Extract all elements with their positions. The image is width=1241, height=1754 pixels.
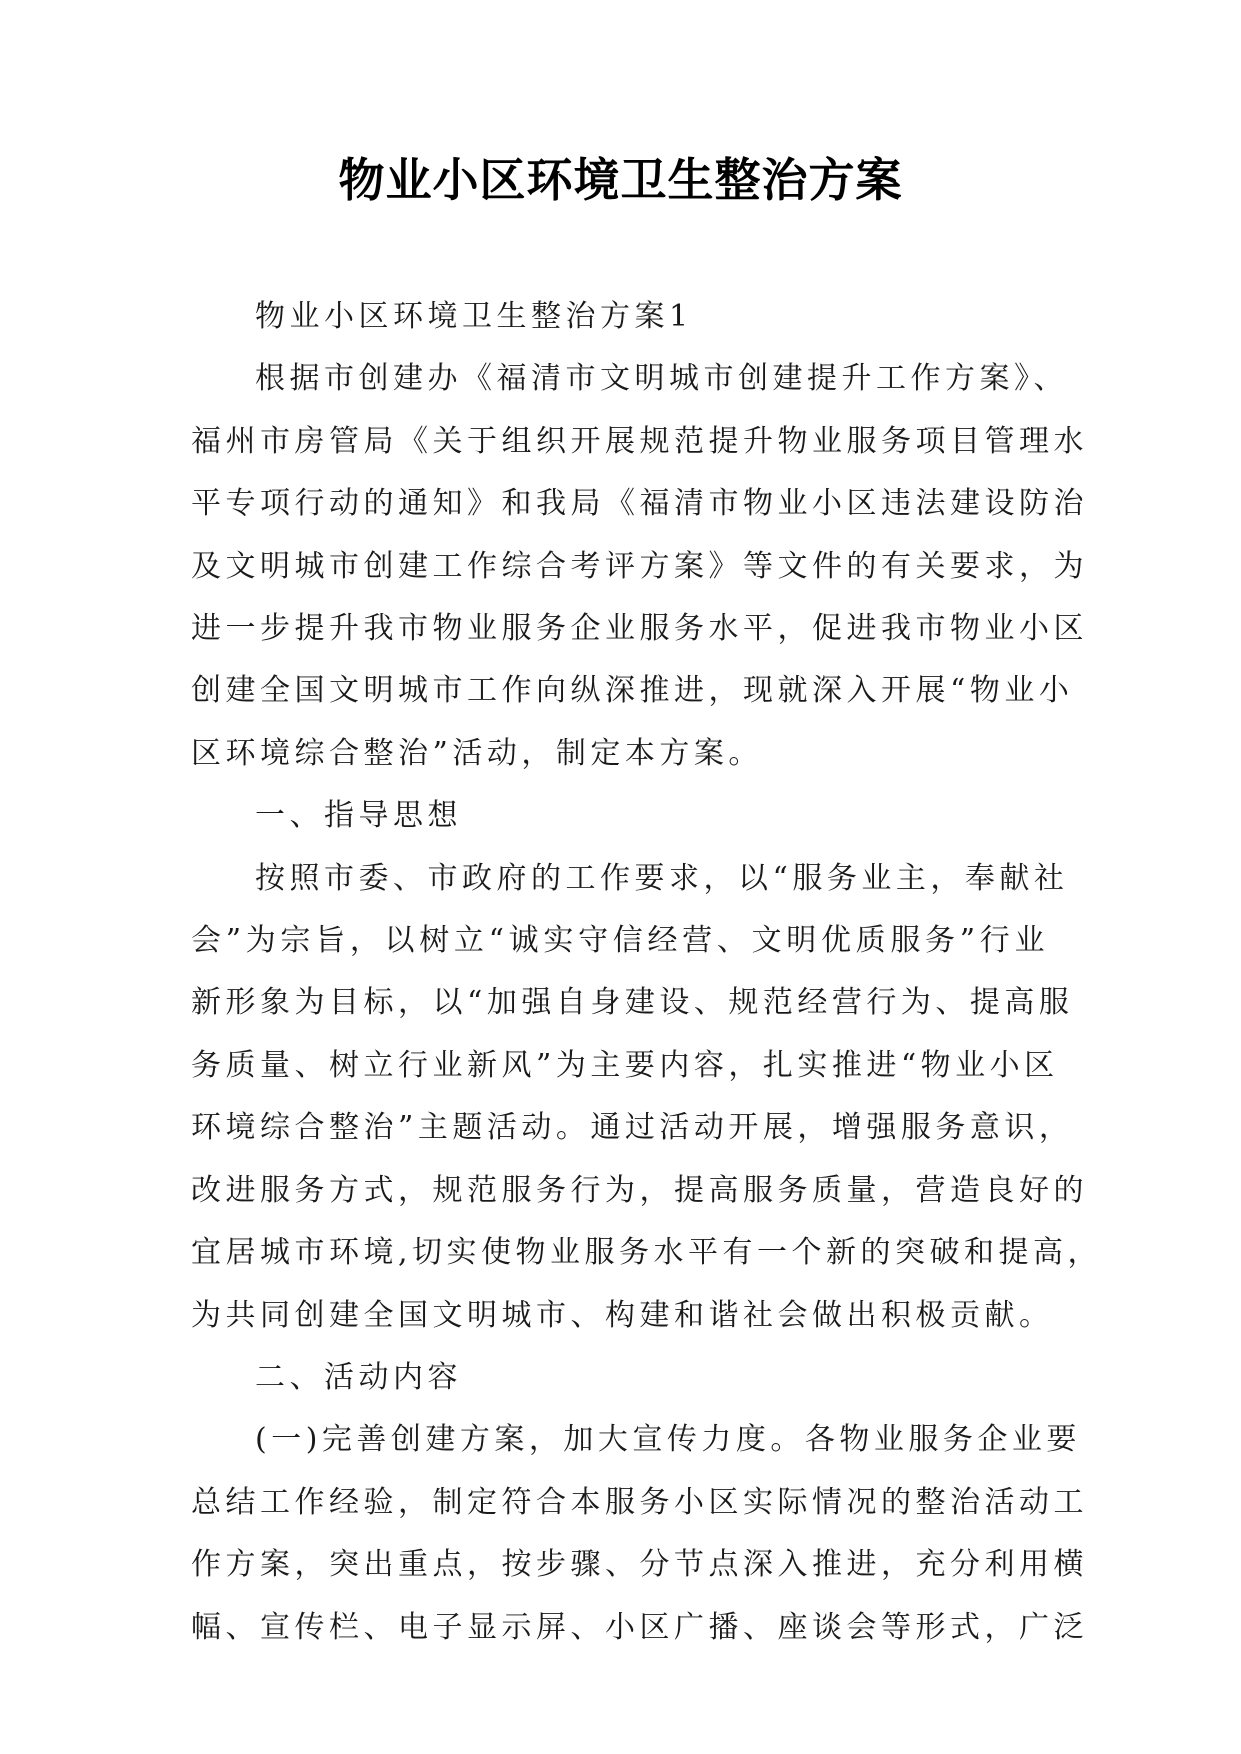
text-line: 环境综合整治”主题活动。通过活动开展，增强服务意识， [191, 1110, 1074, 1146]
paragraph-intro [191, 348, 1088, 785]
section-heading: 一、指导思想 [255, 798, 462, 834]
section-heading: 二、活动内容 [255, 1359, 462, 1395]
text-line: 物业小区环境卫生整治方案1 [255, 299, 693, 334]
paragraph-subtitle [191, 286, 1049, 348]
text-line: 总结工作经验，制定符合本服务小区实际情况的整治活动工 [191, 1484, 1088, 1520]
text-line: 新形象为目标，以“加强自身建设、规范经营行为、提高服 [191, 985, 1074, 1021]
text-line: 会”为宗旨，以树立“诚实守信经营、文明优质服务”行业 [191, 923, 1049, 959]
section-heading-guiding-ideology [191, 785, 1049, 847]
text-line: 宜居城市环境,切实使物业服务水平有一个新的突破和提高， [191, 1235, 1103, 1271]
document-title: 物业小区环境卫生整治方案 [338, 153, 903, 207]
paragraph-guiding-ideology [191, 848, 1103, 1347]
text-line: 根据市创建办《福清市文明城市创建提升工作方案》、 [255, 361, 1068, 397]
text-line: 按照市委、市政府的工作要求，以“服务业主，奉献社 [255, 860, 1069, 896]
text-line: 务质量、树立行业新风”为主要内容，扎实推进“物业小区 [191, 1047, 1059, 1083]
text-line: 及文明城市创建工作综合考评方案》等文件的有关要求，为 [191, 548, 1088, 584]
text-line: 改进服务方式，规范服务行为，提高服务质量，营造良好的 [191, 1172, 1088, 1208]
text-line: (一)完善创建方案，加大宣传力度。各物业服务企业要 [255, 1422, 1081, 1458]
text-line: 幅、宣传栏、电子显示屏、小区广播、座谈会等形式，广泛 [191, 1609, 1088, 1645]
text-line: 进一步提升我市物业服务企业服务水平，促进我市物业小区 [191, 611, 1088, 647]
text-line: 作方案，突出重点，按步骤、分节点深入推进，充分利用横 [191, 1547, 1088, 1583]
paragraph-activity-1 [191, 1409, 1088, 1659]
document-body [191, 286, 1103, 1659]
text-line: 平专项行动的通知》和我局《福清市物业小区违法建设防治 [191, 486, 1088, 522]
text-line: 区环境综合整治”活动，制定本方案。 [191, 735, 763, 771]
text-line: 为共同创建全国文明城市、构建和谐社会做出积极贡献。 [191, 1297, 1054, 1333]
text-line: 创建全国文明城市工作向纵深推进，现就深入开展“物业小 [191, 673, 1074, 709]
text-line: 福州市房管局《关于组织开展规范提升物业服务项目管理水 [191, 423, 1088, 459]
section-heading-activity-content [191, 1347, 1049, 1409]
